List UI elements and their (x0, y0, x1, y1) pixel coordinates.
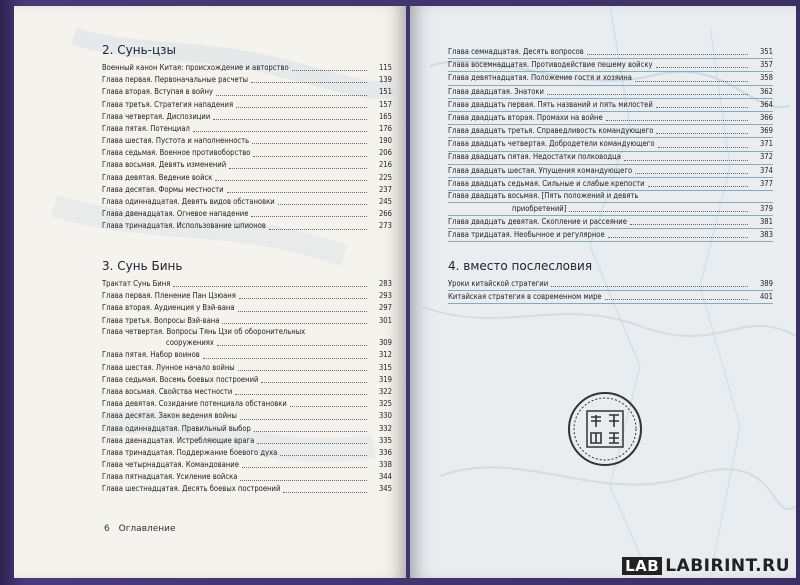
toc-page-number: 139 (378, 75, 392, 85)
toc-entry-title: Глава девятая. Созидание потенциала обстановки (102, 399, 287, 409)
toc-entry (448, 138, 773, 151)
toc-entry-title: Глава двадцать седьмая. Сильные и слабые крепости (448, 178, 645, 188)
toc-entry-title: Глава двадцать шестая. Упущения командующего (448, 165, 633, 175)
toc-leader-dots (238, 311, 367, 312)
section-4-title: 4. вместо послесловия (448, 259, 593, 273)
toc-page-number: 332 (378, 423, 392, 433)
toc-entry-title: Глава тридцатая. Необычное и регулярное (448, 229, 605, 239)
right-toc-list (448, 46, 773, 242)
page-number: 6 (104, 524, 110, 534)
toc-entry-title: Глава четвертая. Диспозиции (102, 111, 211, 121)
watermark-site: LABIRINT (665, 556, 756, 576)
toc-entry (448, 203, 773, 216)
toc-entry (448, 72, 773, 85)
toc-leader-dots (280, 455, 367, 456)
toc-leader-dots (278, 204, 367, 205)
toc-entry-title: Глава пятая. Набор воинов (102, 350, 200, 360)
toc-leader-dots (216, 95, 367, 96)
toc-entry-title: Глава десятая. Закон ведения войны (102, 411, 237, 421)
right-page (410, 6, 796, 578)
section-4 (448, 258, 773, 304)
toc-page-number: 237 (378, 184, 392, 194)
toc-leader-dots (551, 286, 748, 287)
toc-entry-title: Глава седьмая. Военное противоборство (102, 148, 251, 158)
toc-entry-title: Уроки китайской стратегии (448, 278, 549, 288)
toc-entry (448, 216, 773, 229)
toc-entry-title: Глава девятая. Ведение войск (102, 172, 213, 182)
toc-entry-title: Глава семнадцатая. Десять вопросов (448, 46, 584, 56)
toc-leader-dots (227, 192, 367, 193)
toc-entry-title: Глава пятая. Потенциал (102, 123, 190, 133)
toc-page-number: 245 (378, 197, 392, 207)
toc-leader-dots (656, 67, 748, 68)
toc-entry-title: Глава первая. Пленение Пан Цзюаня (102, 291, 236, 301)
toc-leader-dots (587, 54, 748, 55)
toc-entry (102, 435, 392, 447)
toc-leader-dots (656, 107, 748, 108)
toc-page-number: 371 (759, 139, 773, 149)
toc-page-number: 216 (378, 160, 392, 170)
toc-entry (102, 160, 392, 172)
toc-entry-title: Глава первая. Первоначальные расчеты (102, 75, 249, 85)
toc-entry (102, 99, 392, 111)
toc-page-number: 362 (759, 86, 773, 96)
toc-leader-dots (254, 431, 367, 432)
toc-entry (102, 410, 392, 422)
toc-page-number: 157 (378, 99, 392, 109)
toc-entry-title: Глава шестая. Пустота и наполненность (102, 136, 250, 146)
section-3-title: 3. Сунь Бинь (102, 259, 183, 273)
toc-entry-title: Глава двадцать восьмая. [Пять положений и девять (448, 191, 639, 201)
toc-entry-title: Глава тринадцатая. Использование шпионов (102, 221, 266, 231)
toc-entry (102, 447, 392, 459)
toc-entry (102, 471, 392, 483)
running-head: Оглавление (118, 524, 176, 534)
toc-page-number: 312 (378, 350, 392, 360)
toc-entry (102, 349, 392, 361)
toc-entry (102, 290, 392, 302)
toc-page-number: 338 (378, 460, 392, 470)
toc-page-number: 344 (378, 472, 392, 482)
watermark-domain: .RU (755, 556, 790, 576)
toc-leader-dots (605, 299, 748, 300)
toc-entry (102, 86, 392, 98)
toc-page-number: 374 (759, 165, 773, 175)
toc-leader-dots (261, 382, 367, 383)
toc-entry (448, 291, 773, 304)
toc-leader-dots (229, 168, 367, 169)
toc-page-number: 389 (759, 278, 773, 288)
toc-entry (102, 386, 392, 398)
toc-page-number: 325 (378, 399, 392, 409)
section-2-title: 2. Сунь-цзы (102, 43, 177, 57)
toc-entry (102, 196, 392, 208)
toc-entry (102, 423, 392, 435)
toc-page-number: 283 (378, 278, 392, 288)
toc-page-number: 351 (759, 46, 773, 56)
toc-leader-dots (236, 107, 367, 108)
toc-page-number: 319 (378, 374, 392, 384)
toc-page-number: 266 (378, 209, 392, 219)
toc-page-number: 372 (759, 152, 773, 162)
watermark-badge: LAB (622, 557, 662, 575)
toc-entry (102, 315, 392, 327)
toc-entry-title: сооружениях (166, 338, 214, 348)
toc-page-number: 358 (759, 73, 773, 83)
toc-page-number: 401 (759, 292, 773, 302)
toc-entry-title: Глава двадцать девятая. Скопление и рассеяние (448, 216, 627, 226)
toc-leader-dots (242, 467, 367, 468)
toc-entry-title: Глава третья. Вопросы Вэй-вана (102, 315, 220, 325)
toc-leader-dots (658, 147, 748, 148)
toc-entry (102, 398, 392, 410)
toc-entry-title: Глава восьмая. Свойства местности (102, 386, 233, 396)
toc-leader-dots (292, 70, 367, 71)
toc-entry (102, 111, 392, 123)
toc-entry (448, 125, 773, 138)
toc-leader-dots (193, 131, 367, 132)
toc-entry (102, 147, 392, 159)
toc-entry (102, 484, 392, 496)
toc-page-number: 330 (378, 411, 392, 421)
toc-leader-dots (547, 94, 748, 95)
toc-entry-title: Глава двадцатая. Знатоки (448, 86, 544, 96)
toc-page-number: 381 (759, 216, 773, 226)
toc-page-number: 190 (378, 136, 392, 146)
toc-entry (448, 278, 773, 291)
toc-leader-dots (173, 286, 367, 287)
toc-entry (102, 278, 392, 290)
toc-entry (102, 327, 392, 338)
toc-page-number: 293 (378, 291, 392, 301)
toc-leader-dots (290, 406, 367, 407)
toc-entry (102, 74, 392, 86)
toc-entry (102, 362, 392, 374)
toc-page-number: 297 (378, 303, 392, 313)
toc-entry-title: Глава тринадцатая. Поддержание боевого духа (102, 447, 278, 457)
toc-entry-title: Глава двадцать третья. Справедливость командующего (448, 126, 654, 136)
toc-leader-dots (606, 120, 748, 121)
toc-page-number: 379 (759, 203, 773, 213)
section-2-list (102, 62, 392, 233)
toc-page-number: 322 (378, 386, 392, 396)
toc-leader-dots (238, 370, 367, 371)
page-footer (104, 524, 182, 534)
toc-entry-title: Глава двадцать первая. Пять названий и пять милостей (448, 99, 653, 109)
toc-entry-title: Глава одиннадцатая. Девять видов обстановки (102, 197, 275, 207)
toc-entry (102, 172, 392, 184)
toc-entry-title: Глава двадцать вторая. Промахи на войне (448, 112, 603, 122)
toc-page-number: 176 (378, 123, 392, 133)
seal-stamp-icon (565, 389, 645, 469)
toc-entry (102, 123, 392, 135)
toc-entry-title: Китайская стратегия в современном мире (448, 292, 602, 302)
toc-leader-dots (215, 180, 367, 181)
toc-leader-dots (203, 358, 367, 359)
toc-entry-title: Глава шестая. Лунное начало войны (102, 362, 235, 372)
toc-entry-title: Глава шестнадцатая. Десять боевых построений (102, 484, 281, 494)
toc-entry-title: Глава девятнадцатая. Положение гостя и хозяина (448, 73, 632, 83)
toc-page-number: 366 (759, 112, 773, 122)
toc-entry (102, 302, 392, 314)
toc-leader-dots (240, 480, 367, 481)
section-2 (102, 42, 392, 233)
toc-leader-dots (656, 133, 748, 134)
toc-entry (102, 459, 392, 471)
toc-entry (102, 62, 392, 74)
toc-entry-title: приобретений] (512, 203, 567, 213)
toc-page-number: 364 (759, 99, 773, 109)
toc-page-number: 335 (378, 435, 392, 445)
right-toc-continued (448, 46, 773, 242)
toc-entry (102, 337, 392, 349)
toc-entry-title: Глава двенадцатая. Истребляющие врага (102, 435, 255, 445)
toc-entry-title: Глава восемнадцатая. Противодействие пешему войску (448, 60, 653, 70)
toc-leader-dots (251, 82, 367, 83)
toc-entry-title: Глава восьмая. Девять изменений (102, 160, 227, 170)
toc-entry (102, 135, 392, 147)
toc-entry (102, 184, 392, 196)
toc-entry-title: Глава пятнадцатая. Усиление войска (102, 472, 238, 482)
toc-entry-title: Глава десятая. Формы местности (102, 184, 224, 194)
toc-page-number: 336 (378, 447, 392, 457)
toc-entry-title: Военный канон Китая: происхождение и авторство (102, 62, 289, 72)
toc-leader-dots (222, 323, 367, 324)
toc-entry (448, 229, 773, 242)
section-3 (102, 258, 392, 496)
toc-page-number: 225 (378, 172, 392, 182)
toc-entry (448, 178, 773, 191)
toc-entry (448, 59, 773, 72)
toc-page-number: 315 (378, 362, 392, 372)
toc-entry (448, 165, 773, 178)
toc-entry-title: Трактат Сунь Биня (102, 278, 171, 288)
toc-page-number: 383 (759, 229, 773, 239)
toc-page-number: 165 (378, 111, 392, 121)
toc-leader-dots (624, 160, 748, 161)
toc-leader-dots (635, 173, 748, 174)
toc-entry (448, 152, 773, 165)
toc-page-number: 377 (759, 178, 773, 188)
toc-entry (102, 220, 392, 232)
toc-entry (448, 191, 773, 203)
section-4-list (448, 278, 773, 304)
toc-entry (448, 86, 773, 99)
toc-page-number: 369 (759, 126, 773, 136)
toc-page-number: 357 (759, 60, 773, 70)
toc-entry (102, 374, 392, 386)
toc-entry-title: Глава четвертая. Вопросы Тянь Цзи об оборонительных (102, 326, 306, 336)
toc-leader-dots (240, 419, 367, 420)
toc-leader-dots (630, 224, 748, 225)
toc-entry (448, 99, 773, 112)
toc-entry-title: Глава одиннадцатая. Правильный выбор (102, 423, 251, 433)
toc-entry-title: Глава четырнадцатая. Командование (102, 460, 239, 470)
toc-entry-title: Глава третья. Стратегия нападения (102, 99, 234, 109)
labirint-watermark (622, 556, 790, 576)
toc-entry-title: Глава двадцать четвертая. Добродетели командующего (448, 139, 655, 149)
toc-page-number: 151 (378, 87, 392, 97)
toc-entry (448, 46, 773, 59)
toc-page-number: 309 (378, 338, 392, 348)
toc-entry-title: Глава седьмая. Восемь боевых построений (102, 374, 259, 384)
toc-leader-dots (648, 186, 748, 187)
toc-page-number: 301 (378, 315, 392, 325)
toc-page-number: 273 (378, 221, 392, 231)
toc-entry-title: Глава вторая. Аудиенция у Вэй-вана (102, 303, 235, 313)
toc-page-number: 345 (378, 484, 392, 494)
toc-leader-dots (251, 216, 367, 217)
toc-leader-dots (569, 211, 748, 212)
toc-entry-title: Глава двадцать пятая. Недостатки полководца (448, 152, 621, 162)
toc-leader-dots (252, 143, 367, 144)
toc-leader-dots (269, 229, 367, 230)
toc-leader-dots (257, 443, 367, 444)
toc-page-number: 115 (378, 62, 392, 72)
toc-leader-dots (608, 237, 748, 238)
toc-leader-dots (239, 298, 367, 299)
toc-entry (102, 208, 392, 220)
left-page (14, 6, 406, 578)
toc-entry (448, 112, 773, 125)
toc-leader-dots (217, 345, 367, 346)
toc-leader-dots (235, 394, 367, 395)
toc-leader-dots (283, 492, 367, 493)
toc-leader-dots (635, 81, 748, 82)
toc-page-number: 206 (378, 148, 392, 158)
toc-leader-dots (213, 119, 367, 120)
toc-entry-title: Глава двенадцатая. Огневое нападение (102, 209, 249, 219)
toc-entry-title: Глава вторая. Вступая в войну (102, 87, 214, 97)
toc-leader-dots (253, 156, 367, 157)
section-3-list (102, 278, 392, 496)
